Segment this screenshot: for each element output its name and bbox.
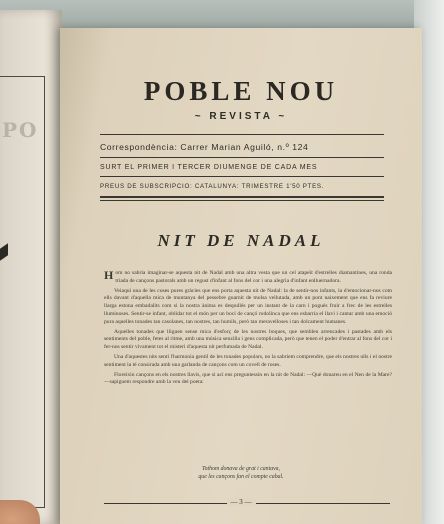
page-number: — 3 —	[60, 498, 422, 506]
left-page	[0, 10, 62, 524]
correspondence-line: Correspondència: Carrer Marian Aguiló, n.º 124	[100, 142, 309, 152]
masthead-rule-top	[100, 134, 384, 135]
drop-cap: H	[104, 268, 114, 282]
masthead-subtitle: ~ REVISTA ~	[194, 111, 288, 122]
verse-line: que les cançons fan el compte cabal.	[198, 474, 284, 480]
masthead-rule-mid	[100, 157, 384, 158]
subscription-line: PREUS DE SUBSCRIPCIÓ: CATALUNYA: TRIMESTRE 1'50 PTES.	[100, 183, 325, 190]
masthead-title: POBLE NOU	[143, 76, 339, 106]
masthead-rule-lower	[100, 176, 384, 177]
article-paragraph: Aquelles tonades que lliguen sense mica d'esforç de les nostres boques, que semblen arrencades i pastades amb els sentiments del poble, fetes al ritme, amb una música senzilla i gens complicada, però que tenen el poder d'entrar al fons del cor i fer-nos sentir vivament tot el misteri d'aquesta nit perfumada de Nadal.	[104, 328, 392, 351]
article-headline: NIT DE NADAL	[157, 231, 325, 250]
article-paragraph: Una d'aquestes nits sentí l'harmonia gentil de les tonades populars, no la sabríem comprendre, que els nostres ulls i el nostre sentiment la té consirada amb una garlanda de cançons com un covell de roses.	[104, 353, 392, 368]
magazine-page	[60, 28, 422, 524]
article-verse	[60, 465, 422, 481]
article-paragraph: Floreixin cançons en els nostres llavis, que si ací ens preguntessin en la nit de Nadal: —Què donareu en el Nen de la Mare? —sapiguem respondre amb la veu del poeta:	[104, 371, 392, 386]
article-paragraph: Hom no sabria imaginar-se aquesta nit de Nadal amb una altra vesta que un cel atapeït d'estrelles diamantines, una ronda triada de cançons pastorals amb un regust d'infant al fons del cor i una alegria d'infant enlluernadora.	[104, 268, 392, 284]
schedule-line: SURT EL PRIMER I TERCER DIUMENGE DE CADA MES	[100, 164, 318, 171]
article-body	[104, 270, 392, 389]
masthead-rule-bottom	[100, 196, 384, 198]
article-paragraph: Veiaquí una de les coses pures gràcies que ens porta aquesta nit de Nadal: la de sentir-nos infants, la d'emocionar-nos com ells davant d'aquella mica de muntanya del pessebre guarnit de molsa vellutada, amb un pont naixement que ens fa reviure llarga estona embadalits com si la nostra ànima es despullés per un instant de la carn i pogués fruir a frec de les estrelles lluminoses. Sentir-se infant, oblidar tot el món per un bocí de cançó rodolinca que ens esbarria el llavi i cantar amb una emoció pura aquelles tonades tan casolanes, tan nostres, tan humils, però tan meravelloses i tan dolcament humanes.	[104, 287, 392, 325]
verse-line: Tothom donava de grat i cantava,	[201, 466, 281, 472]
masthead-rule-bottom-thin	[100, 200, 384, 201]
left-page-fragment: PO	[2, 118, 39, 142]
